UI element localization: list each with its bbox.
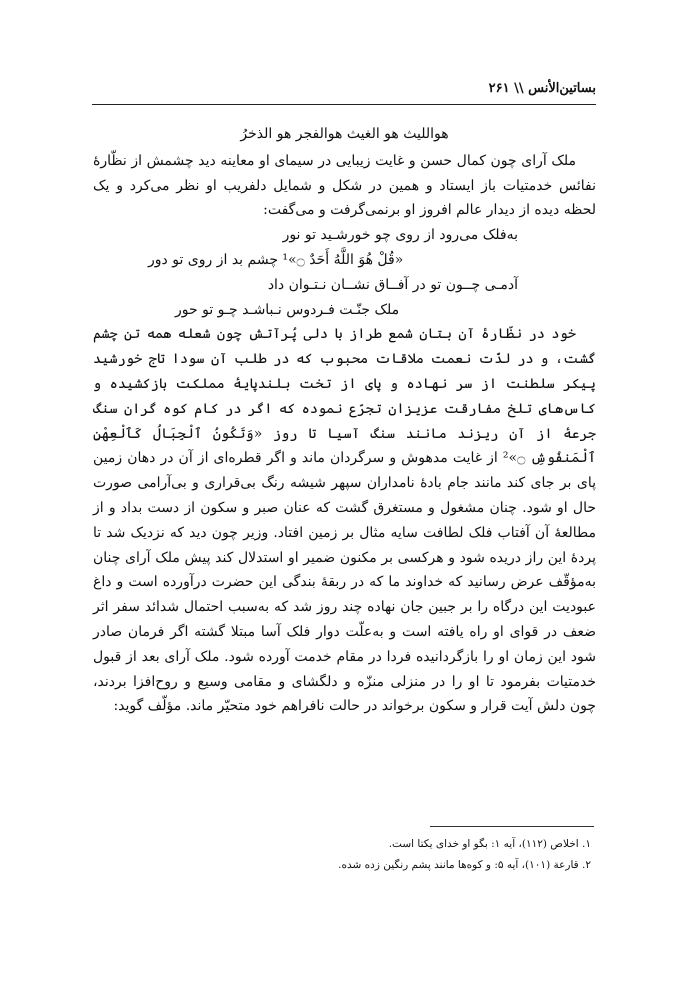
footnotes xyxy=(93,834,591,876)
verse-line: به‌فلک می‌رود از روی چو خورشـید تو نور xyxy=(282,227,518,244)
paragraph: خود در نظّارهٔ آن بتان شمع طراز با دلی پُرآتش چون شعله همه تن چشم گشت، و در لذّت نعمت ملاقات محبوب که در طلب آن سودا تاج خورشید پیکر سلطنت از سر نهاده و پای از تخت بلندپایهٔ مملکت بازکشیده و کاس‌های تلخ مفارقت عزیزان تجرّع نموده که اگر در کام کوه گران سنگ جرعهٔ از آن ریزند مانند سنگ آسیا تا روز «وَتَكُونُ ٱلْجِبَالُ كَٱلْعِهْنِ ٱلْمَنفُوشِ ۝»² از غایت مدهوش و سرگردان ماند و اگر قطره‌ای از آن در دهان زمین پای بر جای کند مانند جام بادهٔ نامداران سپهر شیشه رنگ بی‌قراری و بی‌آرامی صورت حال او شود. چنان مشغول و مستغرق گشت که عنان صبر و سکون از دست بداد و از مطالعهٔ آن آفتاب فلک لطافت سایه مثال بر زمین افتاد. وزیر چون دید که نزدیک شد تا پردهٔ این راز دریده شود و هرکسی بر مکنون ضمیر او استدلال کند پیش ملک آرای چنان به‌مؤقّف عرض رسانید که خداوند ما که در ربقهٔ بندگی این حضرت درآورده است و داغ عبودیت این درگاه را بر جبین جان نهاده چند روز شد که به‌سبب احتمال شدائد سفر اثر ضعف در قوای او راه یافته است و به‌علّت دوار فلک آسا مبتلا گشته اگر فرمان صادر شود این زمان او را بازگردانیده فردا در مقام خدمت آورده شود. ملک آرای بعد از قبول خدمتیات بفرمود تا او را در منزلی منزّه و دلگشای و مقامی وسیع و روح‌افزا بردند، چون دلش آیت قرار و سکون برخواند در حالت نافراهم خود متحیّر ماند. مؤلّف گوید: xyxy=(93,326,596,715)
running-header xyxy=(92,79,596,101)
paragraph: ملک آرای چون کمال حسن و غایت زیبایی در سیمای او معاینه دید چشمش از نظّارهٔ نفائس خدمتیات باز ایستاد و همین در شکل و شمایل دلفریب او نظر می‌کرد و یک لحظه دیده از دیدار عالم افروز او برنمی‌گرفت و می‌گفت: xyxy=(93,152,596,219)
running-title: بساتین‌الأنس \\ ۲۶۱ xyxy=(488,81,596,96)
verse-line: آدمـی چــون تو در آفــاق نشــان نـتـوان داد xyxy=(267,276,518,293)
footnote: ۲. قارعة (۱۰۱)، آیه ۵: و کوه‌ها مانند پشم رنگین زده شده. xyxy=(338,859,591,871)
main-text xyxy=(93,122,596,719)
verse-block xyxy=(93,223,596,322)
footnote-rule xyxy=(430,826,594,827)
section-heading: هواللیث هو الغیث هوالفجر هو الذخرُ xyxy=(240,126,449,142)
verse-line: ملک جنّـت فـردوس نـباشـد چـو تو حور xyxy=(175,301,400,318)
verse-line: «قُلْ هُوَ اللَّهُ أَحَدٌ ۝»¹ چشم بد از روی تو دور xyxy=(148,251,404,268)
header-rule xyxy=(92,104,596,105)
footnote: ۱. اخلاص (۱۱۲)، آیه ۱: بگو او خدای یکتا است. xyxy=(388,838,591,850)
